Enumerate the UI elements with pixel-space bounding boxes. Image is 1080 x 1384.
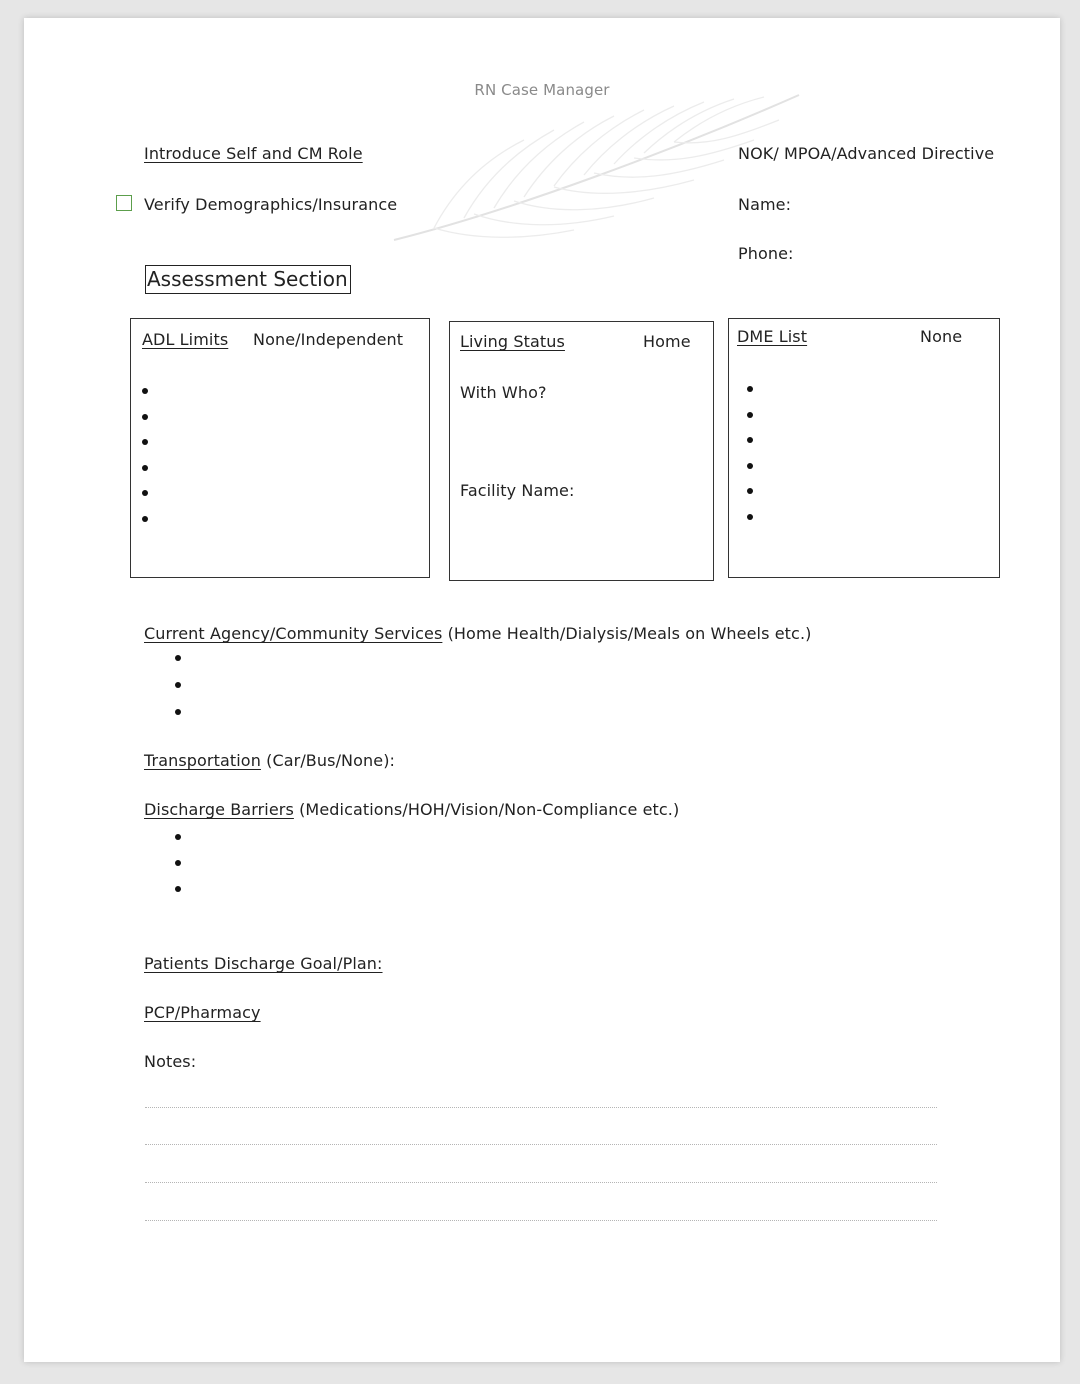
nok-heading: NOK/ MPOA/Advanced Directive (738, 144, 995, 163)
living-status-value: Home (643, 332, 691, 351)
list-item (142, 381, 342, 407)
list-item (175, 648, 375, 675)
list-item (747, 456, 947, 482)
notes-line[interactable] (145, 1144, 937, 1145)
list-item (747, 379, 947, 405)
list-item (175, 827, 375, 853)
dme-bullet-list (747, 379, 947, 532)
list-item (747, 507, 947, 533)
pcp-pharmacy-label: PCP/Pharmacy (144, 1003, 261, 1022)
agency-line (144, 624, 811, 643)
document-title: RN Case Manager (474, 81, 610, 99)
adl-label: ADL Limits (142, 330, 229, 349)
living-status-label: Living Status (460, 332, 565, 351)
barriers-note: (Medications/HOH/Vision/Non-Compliance etc.) (299, 800, 680, 819)
list-item (175, 702, 375, 729)
verify-demographics-text: Verify Demographics/Insurance (144, 195, 398, 214)
barriers-line (144, 800, 679, 819)
assessment-section-heading: Assessment Section (145, 265, 351, 294)
with-who-label: With Who? (460, 383, 547, 402)
agency-note: (Home Health/Dialysis/Meals on Wheels etc.) (447, 624, 812, 643)
list-item (747, 405, 947, 431)
introduce-self-heading: Introduce Self and CM Role (144, 144, 363, 163)
verify-checkbox[interactable] (116, 195, 132, 211)
agency-bullet-list (175, 648, 375, 729)
nok-name-label: Name: (738, 195, 792, 214)
notes-label: Notes: (144, 1052, 197, 1071)
adl-bullet-list (142, 381, 342, 534)
list-item (142, 432, 342, 458)
list-item (747, 430, 947, 456)
dme-label: DME List (737, 327, 808, 346)
transport-label: Transportation (144, 751, 261, 770)
agency-label: Current Agency/Community Services (144, 624, 443, 643)
transport-note: (Car/Bus/None): (266, 751, 396, 770)
barriers-bullet-list (175, 827, 375, 905)
feather-watermark-icon (374, 90, 804, 260)
list-item (142, 483, 342, 509)
list-item (175, 675, 375, 702)
transport-line (144, 751, 395, 770)
list-item (175, 879, 375, 905)
notes-line[interactable] (145, 1182, 937, 1183)
notes-line[interactable] (145, 1220, 937, 1221)
notes-line[interactable] (145, 1107, 937, 1108)
nok-phone-label: Phone: (738, 244, 794, 263)
document-page (24, 18, 1060, 1362)
dme-value: None (920, 327, 963, 346)
facility-name-label: Facility Name: (460, 481, 575, 500)
list-item (142, 407, 342, 433)
living-status-box (449, 321, 714, 581)
list-item (175, 853, 375, 879)
adl-value: None/Independent (253, 330, 404, 349)
barriers-label: Discharge Barriers (144, 800, 294, 819)
list-item (142, 458, 342, 484)
discharge-goal-label: Patients Discharge Goal/Plan: (144, 954, 383, 973)
list-item (747, 481, 947, 507)
list-item (142, 509, 342, 535)
